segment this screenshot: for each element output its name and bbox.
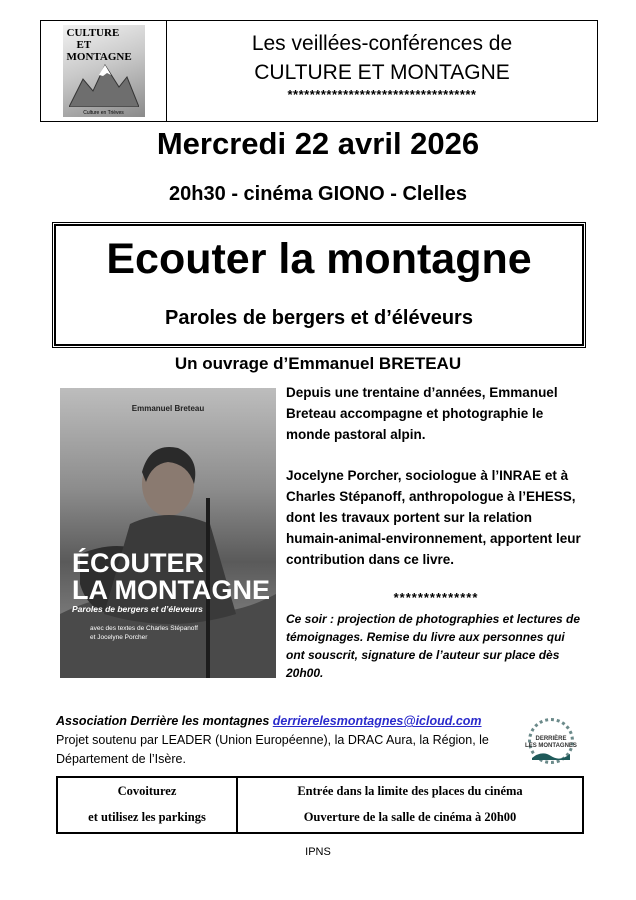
feature-subtitle: Paroles de bergers et d’éléveurs: [165, 307, 473, 329]
wave-icon: [532, 750, 570, 760]
book-cover-title: [72, 550, 270, 604]
info-right-row2: Ouverture de la salle de cinéma à 20h00: [303, 810, 517, 824]
dm-logo-text: [524, 736, 578, 750]
event-date: Mercredi 22 avril 2026: [156, 126, 480, 161]
description: [286, 382, 586, 570]
association-name: Association Derrière les montagnes: [56, 714, 270, 728]
logo-sub: Culture en Trièves: [83, 110, 124, 116]
dm-logo-line2: LES MONTAGNES: [525, 743, 577, 749]
info-cell-left: [58, 778, 238, 832]
info-cell-right: [238, 778, 582, 832]
footer-ipns: IPNS: [305, 846, 331, 858]
description-para2: Jocelyne Porcher, sociologue à l’INRAE et à Charles Stépanoff, anthropologue à l’EHESS, dont les travaux portent sur la relation humain-animal-environnement, apportent leur contribution dans ce livre.: [286, 468, 581, 567]
tonight-text: Ce soir : projection de photographies et lectures de témoignages. Remise du livre aux personnes qui ont souscrit, signature de l’auteur sur place dès 20h00.: [286, 612, 581, 680]
culture-et-montagne-logo: [63, 25, 145, 117]
logo-line1: CULTURE: [66, 27, 120, 39]
event-venue: 20h30 - cinéma GIONO - Clelles: [169, 183, 467, 205]
logo-cell: [41, 21, 167, 121]
book-cover-title-line2: LA MONTAGNE: [72, 575, 270, 605]
book-cover-subtitle: Paroles de bergers et d’éleveurs: [72, 604, 203, 614]
info-left-row2: et utilisez les parkings: [88, 810, 206, 824]
book-cover-credits-line2: et Jocelyne Porcher: [90, 634, 148, 641]
book-cover-credits-line1: avec des textes de Charles Stépanoff: [90, 625, 198, 632]
book-cover-author: Emmanuel Breteau: [131, 404, 205, 413]
book-cover-credits: [90, 624, 198, 642]
derriere-les-montagnes-logo: [524, 718, 578, 768]
feature-title: Ecouter la montagne: [106, 235, 532, 283]
book-cover-title-line1: ÉCOUTER: [72, 548, 205, 578]
logo-line3: MONTAGNE: [66, 51, 132, 63]
logo-text: [67, 27, 132, 63]
info-table: [56, 776, 584, 834]
header-title-line2: CULTURE ET MONTAGNE: [254, 61, 510, 84]
dm-logo-line1: DERRIÈRE: [535, 736, 567, 742]
description-para1: Depuis une trentaine d’années, Emmanuel Breteau accompagne et photographie le monde pastoral alpin.: [286, 385, 558, 442]
support-text: Projet soutenu par LEADER (Union Européenne), la DRAC Aura, la Région, le Département de l’Isère.: [56, 733, 489, 766]
header-title-cell: [167, 21, 597, 121]
mountain-drawing: [69, 57, 139, 107]
logo-line2: ET: [76, 39, 92, 51]
association-block: [56, 712, 526, 769]
book-cover-image: [60, 388, 276, 678]
separator-stars: **************: [393, 590, 479, 605]
author-line: Un ouvrage d’Emmanuel BRETEAU: [174, 354, 462, 373]
header-box: [40, 20, 598, 122]
info-right-row1: Entrée dans la limite des places du cinéma: [297, 784, 523, 798]
header-title-line1: Les veillées-conférences de: [251, 32, 513, 55]
header-stars: **********************************: [287, 87, 477, 102]
association-email-link[interactable]: derrierelesmontagnes@icloud.com: [272, 714, 482, 728]
info-left-row1: Covoiturez: [117, 784, 177, 798]
feature-box: [52, 222, 586, 348]
